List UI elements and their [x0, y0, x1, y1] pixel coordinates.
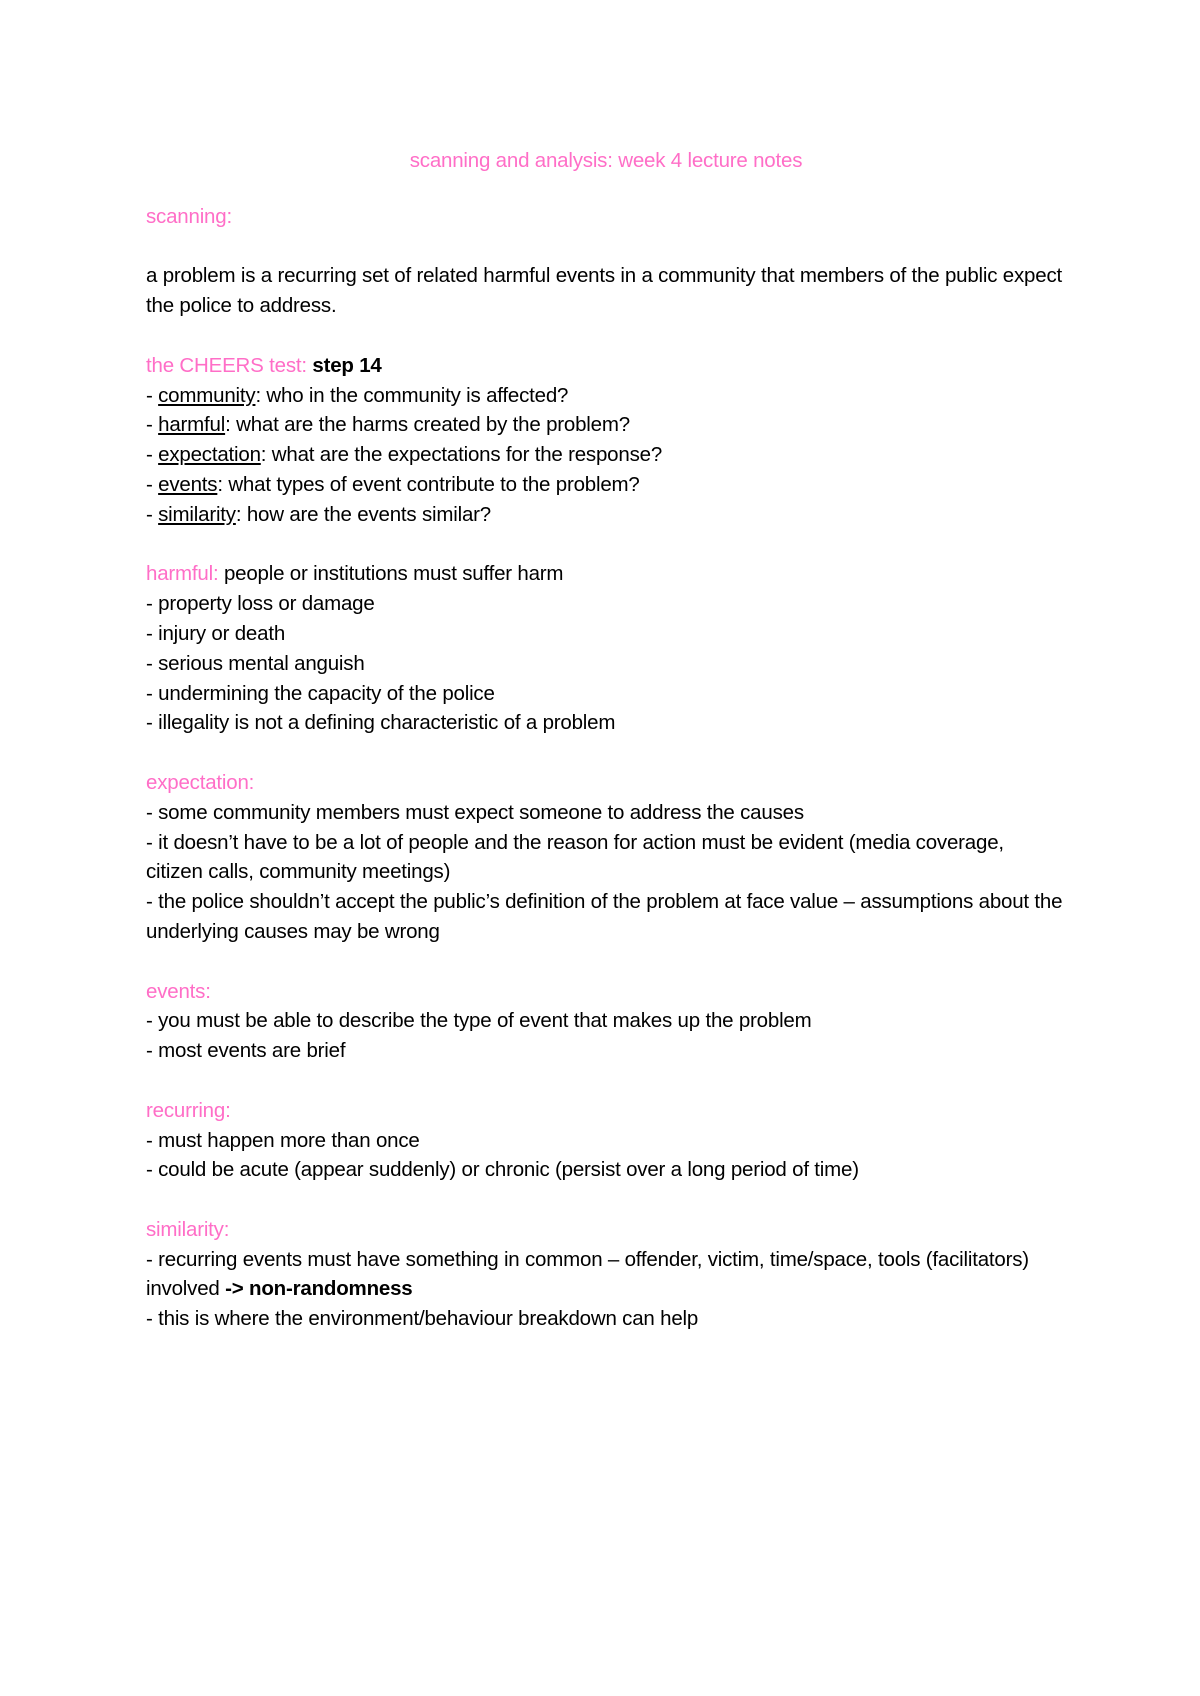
list-item: - illegality is not a defining characteristic of a problem	[146, 711, 616, 735]
section-events	[146, 977, 1066, 1066]
heading-events: events:	[146, 979, 211, 1003]
term-harmful: harmful	[158, 413, 226, 437]
list-item: - community: who in the community is affected?	[146, 383, 569, 407]
heading-scanning: scanning:	[146, 204, 232, 228]
section-harmful	[146, 559, 1066, 738]
list-item: - most events are brief	[146, 1039, 346, 1063]
list-item-text: - recurring events must have something in common – offender, victim, time/space, tools (facilitators) involved	[146, 1247, 1029, 1301]
cheers-step: step 14	[312, 353, 382, 377]
list-item: - injury or death	[146, 621, 286, 645]
section-expectation	[146, 768, 1066, 947]
list-item: - the police shouldn’t accept the public’s definition of the problem at face value – assumptions about the underlying causes may be wrong	[146, 890, 1063, 943]
list-item: - harmful: what are the harms created by the problem?	[146, 413, 630, 437]
list-item-text: : how are the events similar?	[235, 502, 491, 526]
list-item: - property loss or damage	[146, 592, 375, 616]
section-cheers	[146, 351, 1066, 530]
section-similarity	[146, 1215, 1066, 1334]
list-item-text: : who in the community is affected?	[255, 383, 569, 407]
list-item: - could be acute (appear suddenly) or chronic (persist over a long period of time)	[146, 1158, 859, 1182]
list-item: - undermining the capacity of the police	[146, 681, 495, 705]
list-item-text: : what are the harms created by the problem?	[225, 413, 630, 437]
list-item: - some community members must expect someone to address the causes	[146, 800, 804, 824]
list-item: - you must be able to describe the type of event that makes up the problem	[146, 1009, 812, 1033]
list-item	[146, 1245, 1066, 1305]
scanning-definition: a problem is a recurring set of related harmful events in a community that members of the public expect the police to address.	[146, 264, 1063, 318]
section-scanning	[146, 202, 1066, 321]
non-randomness-emphasis: -> non-randomness	[225, 1277, 413, 1301]
term-community: community	[158, 383, 256, 407]
heading-harmful-line	[146, 559, 1066, 589]
heading-recurring: recurring:	[146, 1098, 231, 1122]
harmful-intro: people or institutions must suffer harm	[223, 562, 564, 586]
list-item: - this is where the environment/behaviour breakdown can help	[146, 1307, 699, 1331]
list-item-text: : what types of event contribute to the problem?	[217, 472, 640, 496]
list-item: - expectation: what are the expectations for the response?	[146, 443, 663, 467]
heading-harmful: harmful:	[146, 562, 219, 586]
heading-cheers: the CHEERS test:	[146, 353, 307, 377]
list-item: - it doesn’t have to be a lot of people and the reason for action must be evident (media coverage, citizen calls, community meetings)	[146, 830, 1004, 884]
heading-cheers-line	[146, 351, 1066, 381]
list-item: - must happen more than once	[146, 1128, 420, 1152]
page-title: scanning and analysis: week 4 lecture notes	[409, 149, 803, 172]
term-similarity: similarity	[158, 502, 236, 526]
heading-expectation: expectation:	[146, 770, 255, 794]
list-item: - serious mental anguish	[146, 651, 365, 675]
document-body	[146, 146, 1066, 1364]
section-recurring	[146, 1096, 1066, 1185]
term-expectation: expectation	[158, 443, 261, 467]
list-item: - events: what types of event contribute to the problem?	[146, 472, 640, 496]
list-item: - similarity: how are the events similar?	[146, 502, 491, 526]
heading-similarity: similarity:	[146, 1217, 230, 1241]
term-events: events	[158, 472, 218, 496]
list-item-text: : what are the expectations for the response?	[260, 443, 663, 467]
